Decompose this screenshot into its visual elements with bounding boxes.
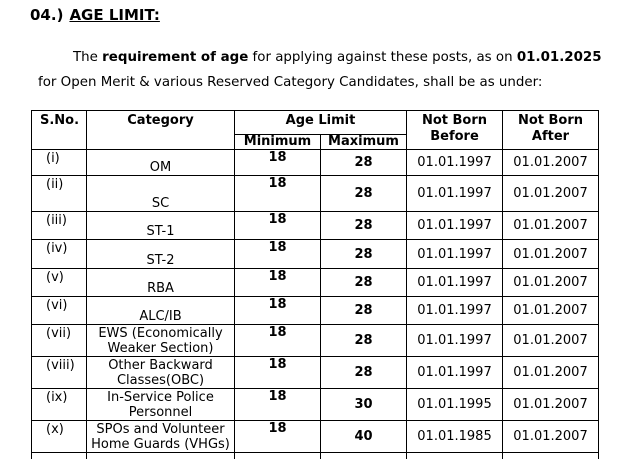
intro-text-3: for Open Merit & various Reserved Category Candidates, shall be as under:: [38, 75, 543, 90]
cell-minimum: 18: [235, 176, 321, 212]
cell-sno: (vi): [32, 297, 87, 325]
cell-maximum: 28: [321, 325, 407, 357]
cell-minimum: 18: [235, 389, 321, 421]
cell-maximum: 28: [321, 357, 407, 389]
cell-minimum: 18: [235, 325, 321, 357]
cell-maximum: 28: [321, 212, 407, 240]
intro-paragraph: [38, 45, 608, 95]
cell-not-born-after: 01.01.2007: [503, 212, 599, 240]
cell-minimum: 18: [235, 357, 321, 389]
cell-not-born-after: 01.01.2007: [503, 269, 599, 297]
cell-category: In-Service Police Personnel: [87, 389, 235, 421]
cell-category: EWS (Economically Weaker Section): [87, 325, 235, 357]
cell-maximum: 28: [321, 176, 407, 212]
cell-minimum: 18: [235, 269, 321, 297]
table-row: [32, 325, 599, 357]
table-row-truncated: [32, 453, 599, 459]
cell-category: SPOs and Volunteer Home Guards (VHGs): [87, 421, 235, 453]
cell-not-born-after: 01.01.2007: [503, 325, 599, 357]
section-heading: [30, 6, 160, 24]
cell-not-born-before: 01.01.1997: [407, 325, 503, 357]
header-age-limit: Age Limit: [235, 111, 407, 135]
cell-not-born-before: 01.01.1995: [407, 389, 503, 421]
cell-not-born-after: 01.01.2007: [503, 297, 599, 325]
header-not-born-before: Not Born Before: [407, 111, 503, 150]
cell-not-born-after: 01.01.2007: [503, 176, 599, 212]
table-row: [32, 269, 599, 297]
cell-not-born-after: 01.01.2007: [503, 389, 599, 421]
cell-not-born-after: 01.01.2007: [503, 357, 599, 389]
cell-category: OM: [87, 150, 235, 176]
header-maximum: Maximum: [321, 135, 407, 150]
cell-sno: (x): [32, 421, 87, 453]
table-row: [32, 212, 599, 240]
header-not-born-after: Not Born After: [503, 111, 599, 150]
table-row: [32, 297, 599, 325]
cell-maximum: 28: [321, 150, 407, 176]
cell-sno: (iii): [32, 212, 87, 240]
cell-category: RBA: [87, 269, 235, 297]
section-title: AGE LIMIT:: [69, 6, 160, 24]
intro-text-2: for applying against these posts, as on: [248, 50, 517, 65]
cell-sno: (vii): [32, 325, 87, 357]
cell-not-born-before: 01.01.1997: [407, 297, 503, 325]
cell-sno: (v): [32, 269, 87, 297]
intro-bold-1: requirement of age: [102, 50, 249, 65]
table-row: [32, 421, 599, 453]
cell-minimum: 18: [235, 240, 321, 269]
header-sno: S.No.: [32, 111, 87, 150]
cell-not-born-before: 01.01.1997: [407, 269, 503, 297]
section-number: 04.): [30, 6, 64, 24]
cell-sno: (iv): [32, 240, 87, 269]
cell-sno: (ix): [32, 389, 87, 421]
cell-sno: (viii): [32, 357, 87, 389]
age-limit-table: [31, 110, 599, 459]
cell-minimum: 18: [235, 421, 321, 453]
cell-not-born-after: 01.01.2007: [503, 240, 599, 269]
table-row: [32, 389, 599, 421]
cell-not-born-before: 01.01.1997: [407, 212, 503, 240]
cell-not-born-after: 01.01.2007: [503, 150, 599, 176]
cell-minimum: 18: [235, 297, 321, 325]
table-row: [32, 240, 599, 269]
cell-category: ST-1: [87, 212, 235, 240]
intro-bold-2: 01.01.2025: [516, 50, 602, 65]
table-row: [32, 357, 599, 389]
cell-not-born-before: 01.01.1997: [407, 150, 503, 176]
cell-not-born-before: 01.01.1997: [407, 357, 503, 389]
table-row: [32, 176, 599, 212]
cell-maximum: 28: [321, 240, 407, 269]
cell-not-born-before: 01.01.1985: [407, 421, 503, 453]
cell-not-born-before: 01.01.1997: [407, 240, 503, 269]
cell-maximum: 28: [321, 297, 407, 325]
intro-text-1: The: [73, 50, 103, 65]
cell-maximum: 28: [321, 269, 407, 297]
cell-maximum: 30: [321, 389, 407, 421]
cell-maximum: 40: [321, 421, 407, 453]
header-minimum: Minimum: [235, 135, 321, 150]
cell-minimum: 18: [235, 150, 321, 176]
cell-sno: (i): [32, 150, 87, 176]
cell-category: ST-2: [87, 240, 235, 269]
header-category: Category: [87, 111, 235, 150]
cell-sno: (ii): [32, 176, 87, 212]
cell-not-born-before: 01.01.1997: [407, 176, 503, 212]
table-row: [32, 150, 599, 176]
cell-category: ALC/IB: [87, 297, 235, 325]
cell-category: SC: [87, 176, 235, 212]
cell-not-born-after: 01.01.2007: [503, 421, 599, 453]
cell-category: Other Backward Classes(OBC): [87, 357, 235, 389]
table-body: [32, 150, 599, 459]
cell-minimum: 18: [235, 212, 321, 240]
